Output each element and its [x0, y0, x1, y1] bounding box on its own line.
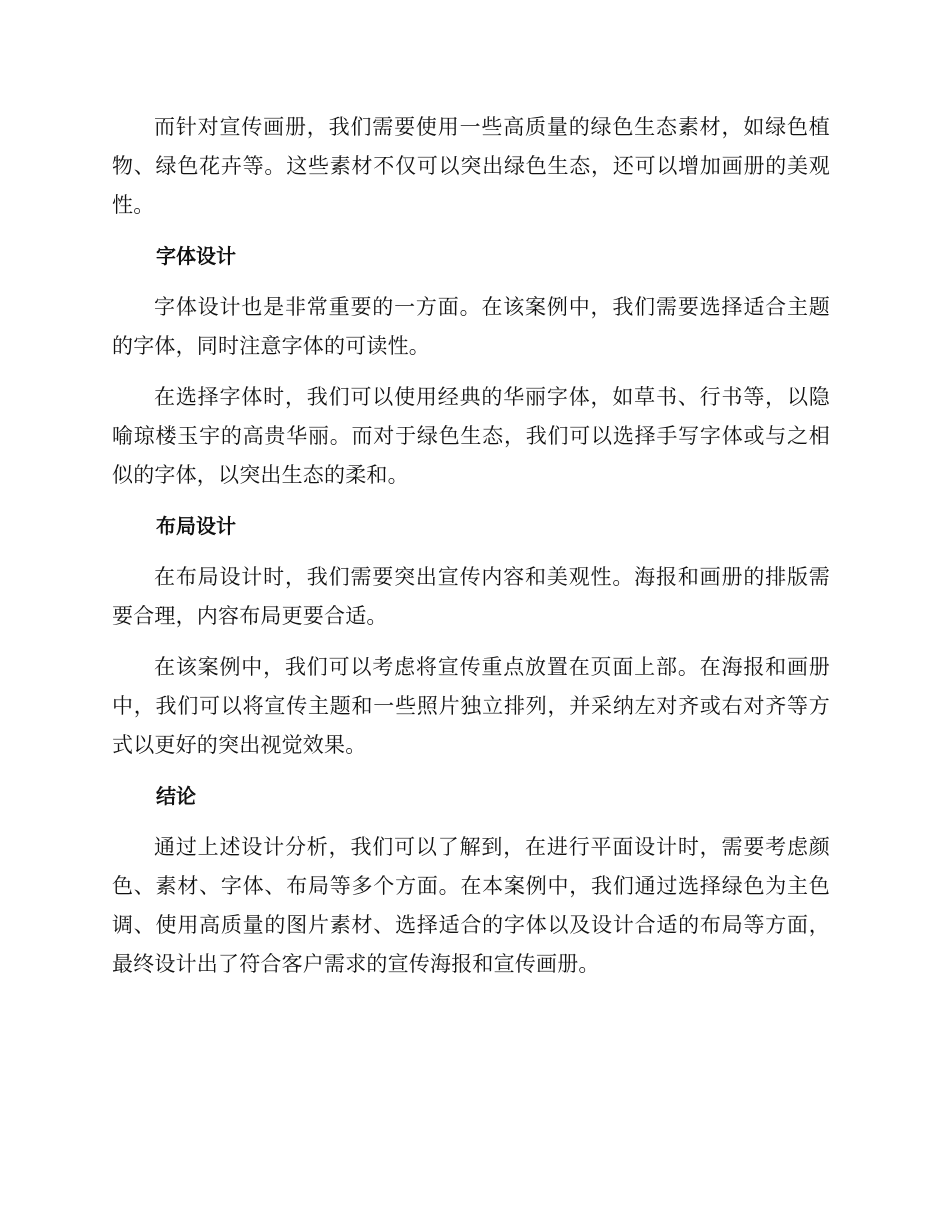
section-heading-font-design: 字体设计	[156, 244, 236, 268]
section-heading-layout-design: 布局设计	[156, 514, 236, 538]
document-page	[112, 108, 830, 996]
section-heading-conclusion: 结论	[156, 784, 196, 808]
paragraph-conclusion: 通过上述设计分析，我们可以了解到，在进行平面设计时，需要考虑颜色、素材、字体、布局等多个方面。在本案例中，我们通过选择绿色为主色调、使用高质量的图片素材、选择适合的字体以及设计合适的布局等方面，最终设计出了符合客户需求的宣传海报和宣传画册。	[112, 835, 830, 976]
paragraph-layout-principles: 在布局设计时，我们需要突出宣传内容和美观性。海报和画册的排版需要合理，内容布局更要合适。	[112, 565, 830, 628]
paragraph-brochure-materials: 而针对宣传画册，我们需要使用一些高质量的绿色生态素材，如绿色植物、绿色花卉等。这些素材不仅可以突出绿色生态，还可以增加画册的美观性。	[112, 115, 830, 217]
paragraph-layout-case: 在该案例中，我们可以考虑将宣传重点放置在页面上部。在海报和画册中，我们可以将宣传主题和一些照片独立排列，并采纳左对齐或右对齐等方式以更好的突出视觉效果。	[112, 655, 830, 757]
paragraph-font-choice: 在选择字体时，我们可以使用经典的华丽字体，如草书、行书等，以隐喻琼楼玉宇的高贵华丽。而对于绿色生态，我们可以选择手写字体或与之相似的字体，以突出生态的柔和。	[112, 385, 830, 487]
paragraph-font-importance: 字体设计也是非常重要的一方面。在该案例中，我们需要选择适合主题的字体，同时注意字体的可读性。	[112, 295, 830, 358]
